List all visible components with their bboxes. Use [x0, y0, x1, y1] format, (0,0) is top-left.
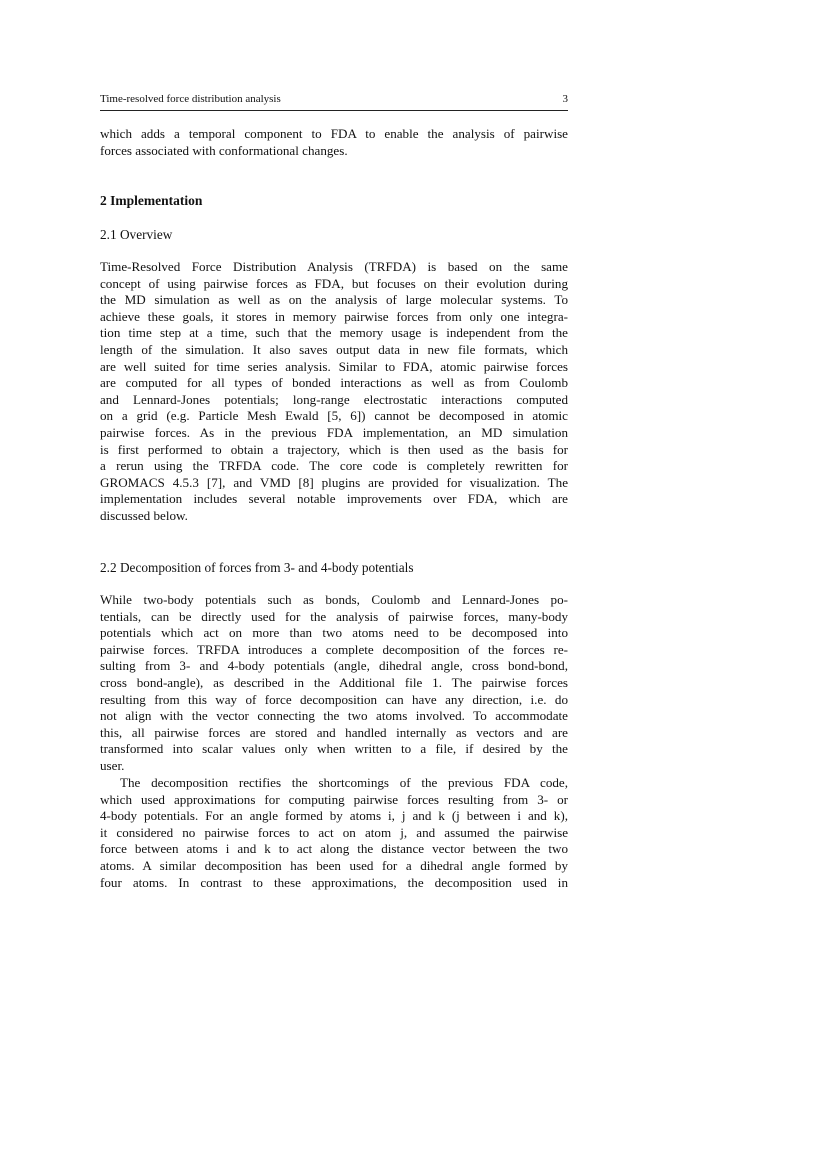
text-line: While two-body potentials such as bonds, Coulomb and Lennard-Jones po- — [100, 592, 568, 607]
text-line: concept of using pairwise forces as FDA, but focuses on their evolution during — [100, 275, 568, 291]
text-line: tion time step at a time, such that the memory usage is independent from the — [100, 325, 568, 341]
text-line: are well suited for time series analysis. Similar to FDA, atomic pairwise forces — [100, 358, 568, 374]
text-line: GROMACS 4.5.3 [7], and VMD [8] plugins are provided for visualization. The — [100, 474, 568, 490]
text-line: achieve these goals, it stores in memory pairwise forces from only one integra- — [100, 308, 568, 324]
text-line: which used approximations for computing pairwise forces resulting from 3- or — [100, 791, 568, 807]
text-line: which adds a temporal component to FDA to enable the analysis of pairwise — [100, 126, 568, 141]
text-line: this, all pairwise forces are stored and handled internally as vectors and are — [100, 724, 568, 740]
text-line: four atoms. In contrast to these approximations, the decomposition used in — [100, 874, 568, 890]
text-line: The decomposition rectifies the shortcomings of the previous FDA code, — [120, 775, 568, 790]
text-line: cross bond-angle), as described in the Additional file 1. The pairwise forces — [100, 674, 568, 690]
text-line: the MD simulation as well as on the analysis of large molecular systems. To — [100, 292, 568, 308]
intro-paragraph — [100, 126, 568, 159]
text-line: force between atoms i and k to act along the distance vector between the two — [100, 841, 568, 857]
overview-paragraph — [100, 259, 568, 525]
decomposition-paragraph-1 — [100, 592, 568, 775]
text-line: user. — [100, 757, 125, 773]
text-line: is first performed to obtain a trajectory, which is then used as the basis for — [100, 441, 568, 457]
text-line: a rerun using the TRFDA code. The core code is completely rewritten for — [100, 458, 568, 474]
text-line: discussed below. — [100, 507, 188, 523]
subsection-heading-overview: 2.1 Overview — [100, 227, 173, 242]
text-line: atoms. A similar decomposition has been used for a dihedral angle formed by — [100, 857, 568, 873]
text-line: transformed into scalar values only when written to a file, if desired by the — [100, 741, 568, 757]
text-line: on a grid (e.g. Particle Mesh Ewald [5, 6]) cannot be decomposed in atomic — [100, 408, 568, 424]
text-line: Time-Resolved Force Distribution Analysis (TRFDA) is based on the same — [100, 259, 568, 274]
text-line: resulting from this way of force decomposition can have any direction, i.e. do — [100, 691, 568, 707]
text-line: tentials, can be directly used for the analysis of pairwise forces, many-body — [100, 608, 568, 624]
text-line: it considered no pairwise forces to act on atom j, and assumed the pairwise — [100, 824, 568, 840]
running-header — [100, 90, 568, 111]
running-title: Time-resolved force distribution analysis — [100, 93, 281, 105]
text-line: forces associated with conformational changes. — [100, 142, 348, 158]
subsection-heading-decomposition: 2.2 Decomposition of forces from 3- and 4-body potentials — [100, 560, 414, 575]
page-number: 3 — [562, 93, 568, 105]
text-line: are computed for all types of bonded interactions as well as from Coulomb — [100, 375, 568, 391]
text-line: length of the simulation. It also saves output data in new file formats, which — [100, 341, 568, 357]
text-line: 4-body potentials. For an angle formed by atoms i, j and k (j between i and k), — [100, 808, 568, 824]
text-line: pairwise forces. TRFDA introduces a complete decomposition of the forces re- — [100, 641, 568, 657]
text-line: potentials which act on more than two atoms need to be decomposed into — [100, 625, 568, 641]
text-line: implementation includes several notable improvements over FDA, which are — [100, 491, 568, 507]
decomposition-paragraph-2 — [100, 775, 568, 891]
text-line: pairwise forces. As in the previous FDA implementation, an MD simulation — [100, 424, 568, 440]
text-line: not align with the vector connecting the two atoms involved. To accommodate — [100, 708, 568, 724]
text-line: sulting from 3- and 4-body potentials (angle, dihedral angle, cross bond-bond, — [100, 658, 568, 674]
text-line: and Lennard-Jones potentials; long-range electrostatic interactions computed — [100, 391, 568, 407]
section-heading-implementation: 2 Implementation — [100, 193, 203, 208]
